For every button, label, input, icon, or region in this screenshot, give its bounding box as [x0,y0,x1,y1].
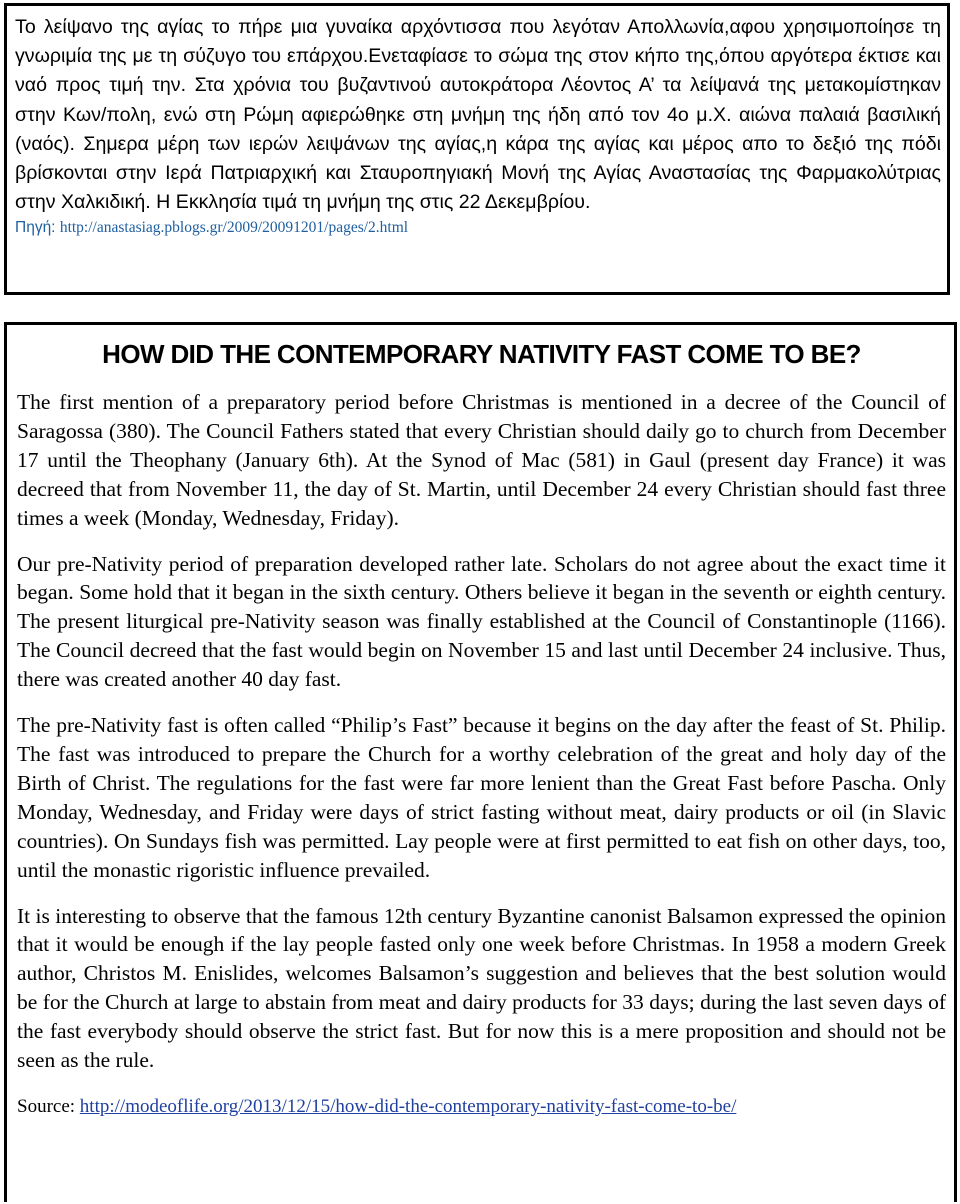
paragraph-1: The first mention of a preparatory period before Christmas is mentioned in a decree of the Council of Saragossa (380). The Council Fathers stated that every Christian should daily go to church from December 17 until the Theophany (January 6th). At the Synod of Mac (581) in Gaul (present day France) it was decreed that from November 11, the day of St. Martin, until December 24 every Christian should fast three times a week (Monday, Wednesday, Friday). [17,390,946,530]
greek-source-line [15,217,941,239]
paragraph-3: The pre-Nativity fast is often called “Philip’s Fast” because it begins on the day after the feast of St. Philip. The fast was introduced to prepare the Church for a worthy celebration of the great and holy day of the Birth of Christ. The regulations for the fast were far more lenient than the Great Fast before Pascha. Only Monday, Wednesday, and Friday were days of strict fasting without meat, dairy products or oil (in Slavic countries). On Sundays fish was permitted. Lay people were at first permitted to eat fish on other days, too, until the monastic rigoristic influence prevailed. [17,713,946,882]
paragraph-2: Our pre-Nativity period of preparation developed rather late. Scholars do not agree about the exact time it began. Some hold that it began in the sixth century. Others believe it began in the seventh or eighth century. The present liturgical pre-Nativity season was finally established at the Council of Constantinople (1166). The Council decreed that the fast would begin on November 15 and last until December 24 inclusive. Thus, there was created another 40 day fast. [17,551,946,692]
source-link[interactable]: http://modeoflife.org/2013/12/15/how-did-the-contemporary-nativity-fast-come-to-be/ [79,1095,737,1117]
source-line [17,1095,946,1119]
section-heading: HOW DID THE CONTEMPORARY NATIVITY FAST COME TO BE? [102,339,861,369]
paragraph-4: It is interesting to observe that the famous 12th century Byzantine canonist Balsamon expressed the opinion that it would be enough if the lay people fasted only one week before Christmas. In 1958 a modern Greek author, Christos M. Enislides, welcomes Balsamon’s suggestion and believes that the best solution would be for the Church at large to abstain from meat and dairy products for 33 days; during the last seven days of the fast everybody should observe the strict fast. But for now this is a mere proposition and should not be seen as the rule. [17,903,946,1073]
greek-text-box [4,3,950,295]
source-label: Source: [17,1095,76,1117]
english-text-box [4,322,957,1202]
greek-source-label: Πηγή: [15,219,56,237]
greek-source-url: http://anastasiag.pblogs.gr/2009/20091201/pages/2.html [59,219,409,237]
greek-paragraph: Το λείψανο της αγίας το πήρε μια γυναίκα αρχόντισσα που λεγόταν Απολλωνία,αφου χρησιμοποίησε τη γνωριμία της με τη σύζυγο του επάρχου.Ενεταφίασε το σώμα της στον κήπο της,όπου αργότερα έκτισε και ναό προς τιμή την. Στα χρόνια του βυζαντινού αυτοκράτορα Λέοντος Α’ τα λείψανά της μετακομίστηκαν στην Κων/πολη, ενώ στη Ρώμη αφιερώθηκε στη μνήμη της ήδη από τον 4ο μ.Χ. αιώνα παλαιά βασιλική (ναός). Σημερα μέρη των ιερών λειψάνων της αγίας,η κάρα της αγίας και μέρος απο το δεξιό της πόδι βρίσκονται στην Ιερά Πατριαρχική και Σταυροπηγιακή Μονή της Αγίας Αναστασίας της Φαρμακολύτριας στην Χαλκιδική. Η Εκκλησία τιμά τη μνήμη της στις 22 Δεκεμβρίου. [15,16,941,214]
